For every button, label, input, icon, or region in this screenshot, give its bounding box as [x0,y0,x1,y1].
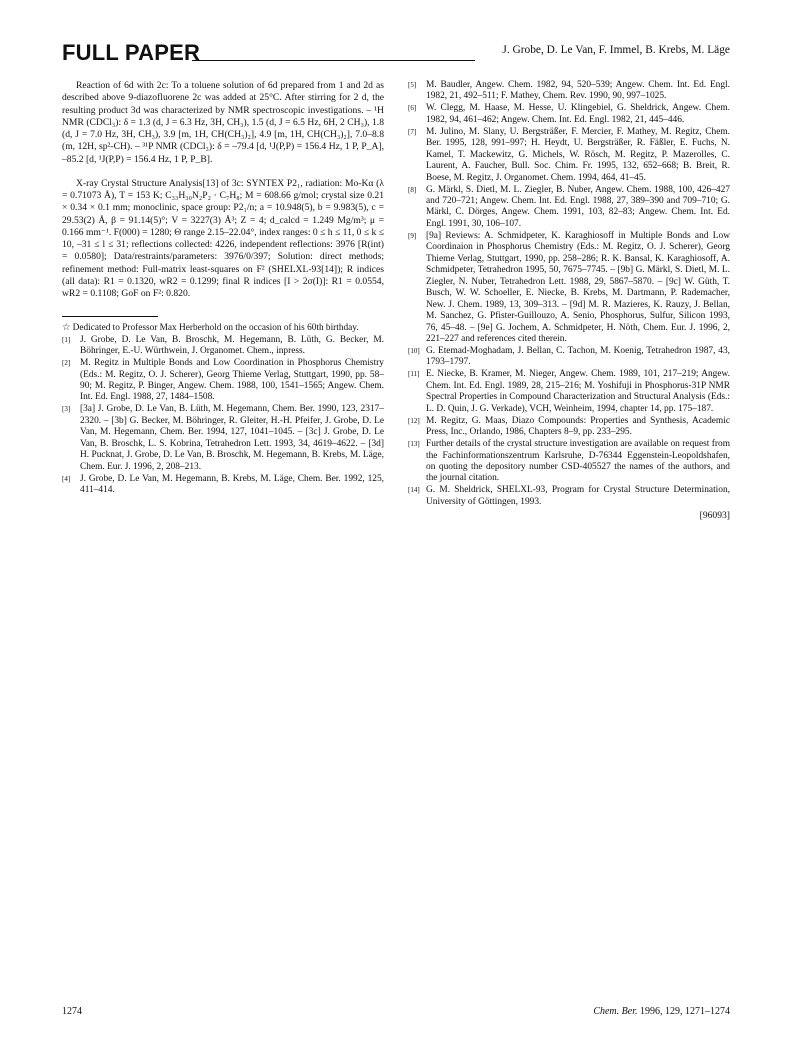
reference-item [408,485,730,508]
reference-item [62,335,384,358]
reference-number: [6] [408,104,417,113]
reference-text: Further details of the crystal structure investigation are available on request from the Fachinformationszentrum Karlsruhe, D-76344 Eggenstein-Leopoldshafen, on quoting the depository number CSD-405527 the names of the authors, and the journal citation. [426,439,730,484]
reference-item [62,474,384,497]
reference-number: [12] [408,416,420,425]
reference-number: [3] [62,405,71,414]
reference-text: M. Regitz in Multiple Bonds and Low Coordination in Phosphorus Chemistry (Eds.: M. Regitz, O. J. Scherer), Georg Thieme Verlag, Stuttgart, 1990, pp. 58–90; M. Regitz, P. Binger, Angew. Chem. 1988, 100, 1541–1565; Angew. Chem. Int. Ed. Engl. 1988, 27, 1484–1508. [80,358,384,403]
reference-item [62,404,384,473]
right-column [408,80,730,523]
reference-text: E. Niecke, B. Kramer, M. Nieger, Angew. Chem. 1989, 101, 217–219; Angew. Chem. Int. Ed. Engl. 1989, 28, 215–216; M. Yoshifuji in Phosphorus-31P NMR Spectral Properties in Compound Characterization and Structural Analysis (Eds.: L. D. Quin, J. G. Verkade), VCH, Weinheim, 1994, chapter 14, pp. 175–187. [426,369,730,414]
reference-text: G. Etemad-Moghadam, J. Bellan, C. Tachon, M. Koenig, Tetrahedron 1987, 43, 1793–1797. [426,345,730,368]
citation-detail: 1996, 129, 1271–1274 [640,1006,730,1017]
reference-number: [5] [408,81,417,89]
reference-text: G. M. Sheldrick, SHELXL-93, Program for Crystal Structure Determination, University of Göttingen, 1993. [426,485,730,507]
reference-number: [8] [408,185,417,194]
header-rule [192,60,475,61]
reference-item [408,346,730,369]
reference-item [408,127,730,184]
reference-text: W. Clegg, M. Haase, M. Hesse, U. Klingebiel, G. Sheldrick, Angew. Chem. 1982, 94, 461–462; Angew. Chem. Int. Ed. Engl. 1982, 21, 445–446. [426,103,730,125]
reference-item [408,369,730,415]
reference-item [408,80,730,103]
reference-list-right [408,80,730,508]
reference-text: M. Baudler, Angew. Chem. 1982, 94, 520–539; Angew. Chem. Int. Ed. Engl. 1982, 21, 492–511; F. Mathey, Chem. Rev. 1990, 90, 997–1025. [426,80,730,102]
reference-number: [14] [408,486,420,495]
reference-item [408,185,730,231]
reference-number: [10] [408,346,420,355]
article-type: FULL PAPER [62,40,201,65]
reference-item [408,416,730,439]
reference-item [62,358,384,404]
reference-item [408,231,730,346]
reference-number: [9] [408,231,417,240]
reference-text: M. Julino, M. Slany, U. Bergsträßer, F. Mercier, F. Mathey, M. Regitz, Chem. Ber. 1995, 128, 991–997; H. Heydt, U. Bergsträßer, R. Fäßler, E. Fuchs, N. Kamel, T. Mackewitz, G. Michels, W. Rösch, M. Regitz, P. Mazerolles, C. Laurent, A. Faucher, Bull. Soc. Chim. Fr. 1995, 132, 652–668; B. Breit, R. Boese, M. Regitz, J. Organomet. Chem. 1994, 464, 41–45. [426,126,730,183]
reference-text: J. Grobe, D. Le Van, B. Broschk, M. Hegemann, B. Lüth, G. Becker, M. Böhringer, E.-U. Würthwein, J. Organomet. Chem., inpress. [80,334,384,357]
experimental-paragraph: Reaction of 6d with 2c: To a toluene solution of 6d prepared from 1 and 2d as described above 9-diazofluorene 2c was added at 25°C. After stirring for 2 d, the resulting product 3d was characterized by NMR spectroscopic investigations. – ¹H NMR (CDCl₃): δ = 1.3 (d, J = 6.3 Hz, 3H, CH₃), 1.5 (d, J = 6.5 Hz, 6H, 2 CH₃), 1.8 (d, J = 7.0 Hz, 3H, CH₃), 3.9 [m, 1H, CH(CH₃)₂], 4.9 [m, 1H, CH(CH₃)₂], 7.0–8.8 (m, 12H, sp²-CH). – ³¹P NMR (CDCl₃): δ = –79.4 [d, ¹J(P,P) = 156.4 Hz, 1 P, P_A], –85.2 [d, ¹J(P,P) = 156.4 Hz, 1 P, P_B]. [62,80,384,165]
dedication-note: ☆ Dedicated to Professor Max Herberhold on the occasion of his 60th birthday. [62,323,359,334]
reference-number: [2] [62,359,71,368]
journal-name: Chem. Ber. [593,1006,638,1017]
header-authors: J. Grobe, D. Le Van, F. Immel, B. Krebs, M. Läge [502,44,730,56]
manuscript-code: [96093] [699,510,730,522]
reference-number: [11] [408,370,420,379]
reference-text: M. Regitz, G. Maas, Diazo Compounds: Properties and Synthesis, Academic Press, Inc., Orlando, 1986, Chapters 8–9, pp. 233–295. [426,415,730,438]
reference-text: [3a] J. Grobe, D. Le Van, B. Lüth, M. Hegemann, Chem. Ber. 1990, 123, 2317–2320. – [3b] G. Becker, M. Böhringer, R. Gleiter, H.-H. Pfeifer, J. Grobe, D. Le Van, M. Hegemann, Chem. Ber. 1994, 127, 1041–1045. – [3c] J. Grobe, D. Le Van, B. Broschk, L. S. Kobrina, Tetrahedron Lett. 1993, 34, 4619–4622. – [3d] H. Pucknat, J. Grobe, D. Le Van, B. Broschk, M. Hegemann, B. Krebs, M. Läge, Chem. Eur. J. 1996, 2, 208–213. [80,404,384,472]
page-header [62,40,730,70]
reference-text: [9a] Reviews: A. Schmidpeter, K. Karaghiosoff in Multiple Bonds and Low Coordinaion in Phosphorus Chemistry (Eds.: M. Regitz, O. J. Scherer), Georg Thieme Verlag, Stuttgart, 1990, pp. 258–286; R. K. Bansal, K. Karaghiosoff, A. Schmidpeter, Tetrahedron 1995, 50, 7675–7745. – [9b] G. Märkl, S. Dietl, M. L. Ziegler, N. Nuber, Tetrahedron Lett. 1988, 29, 5867–5870. – [9c] W. Güth, T. Busch, W. W. Schoeller, E. Niecke, B. Krebs, M. Dartmann, P. Rademacher, New. J. Chem. 1989, 13, 309–313. – [9d] M. R. Mazieres, K. Rauzy, J. Bellan, M. Sanchez, G. Pfister-Guillouzo, A. Senio, Phosphorus, Sulfur, Silicon 1993, 76, 45–48. – [9e] G. Jochem, A. Schmidpeter, H. Nöth, Chem. Eur. J. 1996, 2, 221–227 and references cited therein. [426,230,730,344]
xray-paragraph: X-ray Crystal Structure Analysis[13] of 3c: SYNTEX P2₁, radiation: Mo-Kα (λ = 0.71073 Å), T = 153 K; C₃₃H₃₀N₂P₂ · C₇H₈; M = 608.66 g/mol; crystal size 0.21 × 0.34 × 0.1 mm; monoclinic, space group: P2₁/n; a = 10.948(5), b = 9.983(5), c = 29.53(2) Å, β = 91.14(5)°; V = 3227(3) Å³; Z = 4; d_calcd = 1.249 Mg/m³; μ = 0.166 mm⁻¹. F(000) = 1280; Θ range 2.15–22.04°, index ranges: 0 ≤ h ≤ 11, 0 ≤ k ≤ 10, –31 ≤ l ≤ 31; reflections collected: 4226, independent reflections: 3976 [R(int) = 0.0580]; Data/restraints/parameters: 3976/0/397; Solution: direct methods; refinement method: Full-matrix least-squares on F² (SHELXL-93[14]); R indices (all data): R1 = 0.1320, wR2 = 0.1299; final R indices [I > 2σ(I)]: R1 = 0.0554, wR2 = 0.1108; GoF on F²: 0.820. [62,177,384,299]
reference-text: J. Grobe, D. Le Van, M. Hegemann, B. Krebs, M. Läge, Chem. Ber. 1992, 125, 411–414. [80,473,384,496]
reference-item [408,439,730,485]
reference-list-left [62,335,384,497]
reference-text: G. Märkl, S. Dietl, M. L. Ziegler, B. Nuber, Angew. Chem. 1988, 100, 426–427 and 720–721; Angew. Chem. Int. Ed. Engl. 1988, 27, 389–390 and 709–710; G. Märkl, C. Dörges, Angew. Chem. 1991, 103, 82–83; Angew. Chem. Int. Ed. Engl. 1991, 30, 106–107. [426,184,730,229]
reference-number: [4] [62,474,71,483]
journal-citation [593,1006,730,1017]
reference-item [408,103,730,126]
reference-number: [13] [408,440,420,449]
reference-number: [1] [62,335,71,344]
page-number: 1274 [62,1006,82,1017]
footnote-separator [62,316,158,317]
left-column [62,80,384,497]
reference-number: [7] [408,127,417,136]
